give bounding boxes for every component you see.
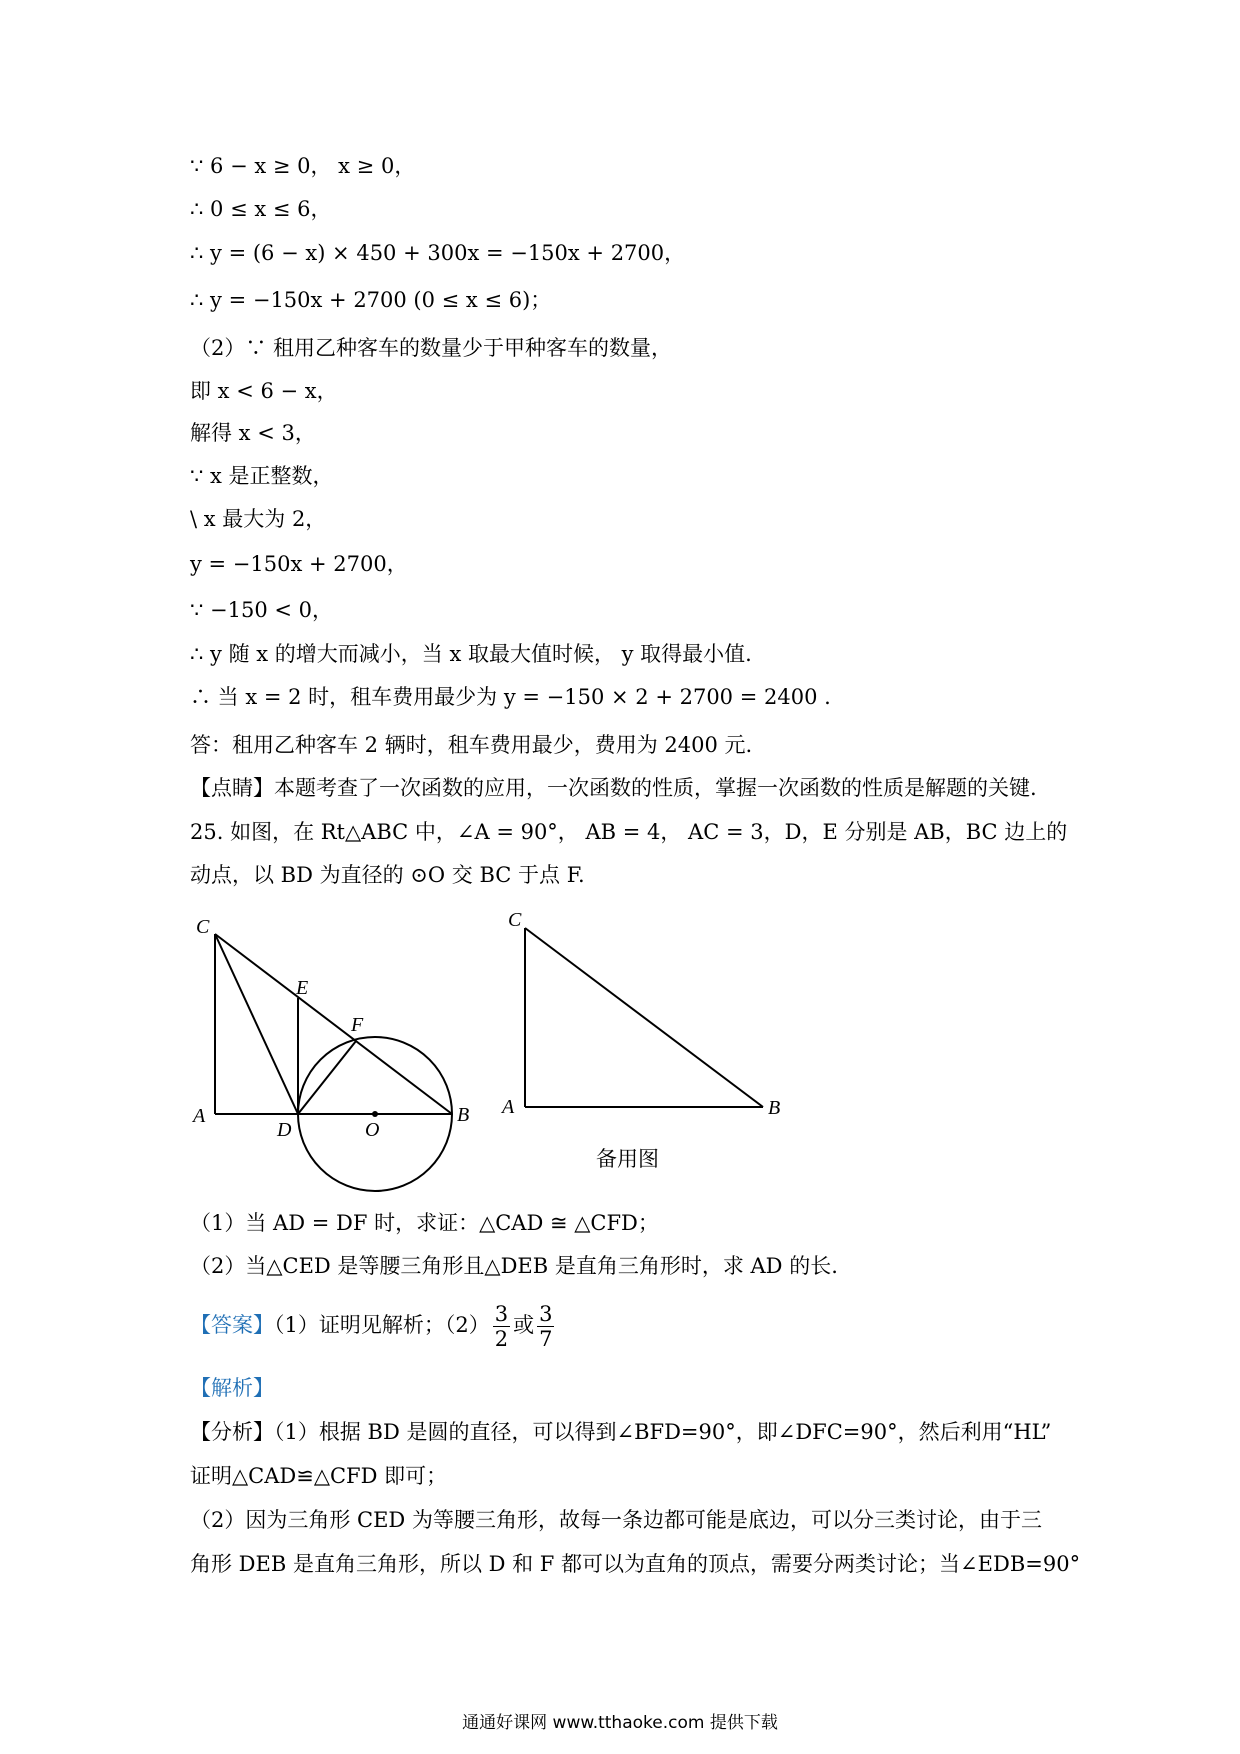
- circle-o: [298, 1037, 452, 1191]
- analysis-text-1: （1）根据 BD 是圆的直径，可以得到∠BFD=90°，即∠DFC=90°，然后利用“HL”: [274, 1420, 1052, 1444]
- solution-line-6: 即 x < 6 − x，: [190, 379, 338, 403]
- problem-line-1: 25. 如图，在 Rt△ABC 中，∠A = 90°， AB = 4， AC = 3，D，E 分别是 AB，BC 边上的: [190, 820, 1068, 844]
- solution-line-12: ∴ y 随 x 的增大而减小，当 x 取最大值时候， y 取得最小值.: [190, 642, 752, 666]
- fraction-2-numerator: 3: [539, 1302, 553, 1326]
- problem-line-2: 动点，以 BD 为直径的 ⊙O 交 BC 于点 F.: [190, 863, 585, 887]
- segment-df: [298, 1041, 356, 1114]
- solution-line-3: ∴ y = (6 − x) × 450 + 300x = −150x + 2700，: [190, 241, 686, 265]
- segment-cd: [215, 934, 298, 1114]
- solution-line-5: （2）∵ 租用乙种客车的数量少于甲种客车的数量，: [190, 336, 673, 360]
- center-dot-o: [372, 1111, 378, 1117]
- solution-line-8: ∵ x 是正整数，: [190, 464, 334, 488]
- figure-caption: 备用图: [596, 1147, 659, 1171]
- answer-part1: （1）证明见解析；（2）: [274, 1313, 490, 1337]
- analysis-line-4: 角形 DEB 是直角三角形，所以 D 和 F 都可以为直角的顶点，需要分两类讨论；当∠EDB=90°: [190, 1552, 1081, 1576]
- solution-line-2: ∴ 0 ≤ x ≤ 6，: [190, 197, 332, 221]
- label-e: E: [296, 977, 309, 999]
- fraction-1-numerator: 3: [494, 1302, 509, 1326]
- label-b: B: [457, 1104, 470, 1126]
- analysis-line-1: [190, 1417, 1051, 1447]
- segment-cb: [215, 934, 452, 1114]
- answer-fraction-1: [493, 1302, 510, 1351]
- analysis-line-3: （2）因为三角形 CED 为等腰三角形，故每一条边都可能是底边，可以分三类讨论，由于三: [190, 1508, 1042, 1532]
- spare-label-c: C: [508, 909, 522, 931]
- answer-or: 或: [513, 1313, 535, 1337]
- solution-line-14: 答：租用乙种客车 2 辆时，租车费用最少，费用为 2400 元.: [190, 733, 753, 757]
- spare-segment-cb: [525, 928, 763, 1107]
- answer-line: [190, 1297, 557, 1353]
- spare-label-a: A: [502, 1096, 515, 1118]
- label-a: A: [193, 1105, 206, 1127]
- label-d: D: [277, 1119, 292, 1141]
- dianjing-tag: 【点睛】: [190, 776, 274, 800]
- solution-line-7: 解得 x < 3，: [190, 421, 316, 445]
- fraction-2-denominator: 7: [539, 1327, 553, 1351]
- label-f: F: [351, 1014, 364, 1036]
- solution-line-10: y = −150x + 2700，: [190, 552, 408, 576]
- analysis-tag: 【解析】: [190, 1376, 274, 1400]
- solution-line-11: ∵ −150 < 0，: [190, 598, 334, 622]
- dianjing-text: 本题考查了一次函数的应用，一次函数的性质，掌握一次函数的性质是解题的关键.: [274, 776, 1037, 800]
- label-c: C: [196, 916, 210, 938]
- dianjing-line: [190, 773, 1037, 803]
- solution-line-13: ∴ 当 x = 2 时，租车费用最少为 y = −150 × 2 + 2700 = 2400 .: [190, 685, 831, 709]
- fraction-1-denominator: 2: [494, 1327, 509, 1351]
- analysis-header: 【分析】: [190, 1420, 274, 1444]
- question-1: （1）当 AD = DF 时，求证：△CAD ≅ △CFD；: [190, 1211, 659, 1235]
- answer-fraction-2: [537, 1302, 554, 1351]
- label-o: O: [365, 1119, 380, 1141]
- spare-label-b: B: [768, 1097, 781, 1119]
- analysis-line-2: 证明△CAD≌△CFD 即可；: [190, 1464, 448, 1488]
- solution-line-4: ∴ y = −150x + 2700 (0 ≤ x ≤ 6)；: [190, 288, 552, 312]
- question-2: （2）当△CED 是等腰三角形且△DEB 是直角三角形时，求 AD 的长.: [190, 1254, 838, 1278]
- solution-line-1: ∵ 6 − x ≥ 0， x ≥ 0，: [190, 154, 416, 178]
- answer-tag: 【答案】: [190, 1313, 274, 1337]
- page-footer: 通通好课网 www.tthaoke.com 提供下载: [462, 1713, 778, 1733]
- solution-line-9: \ x 最大为 2，: [190, 507, 327, 531]
